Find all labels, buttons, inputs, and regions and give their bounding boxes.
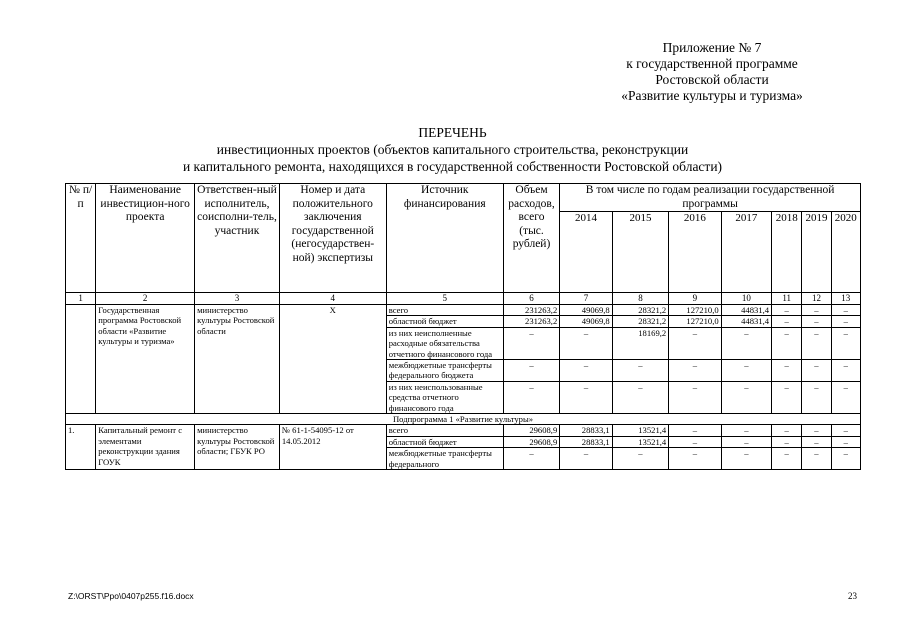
value-cell: –: [669, 327, 721, 359]
value-cell: 28321,2: [612, 305, 668, 316]
value-cell: –: [669, 448, 721, 470]
investment-projects-table: [65, 183, 861, 470]
value-cell: –: [831, 327, 860, 359]
appendix-line-2: к государственной программе: [626, 56, 798, 71]
value-cell: 127210,0: [669, 316, 721, 327]
appendix-line-1: Приложение № 7: [662, 40, 762, 55]
source-cell: всего: [386, 425, 503, 436]
source-cell: из них неисполненные расходные обязательства отчетного финансового года: [386, 327, 503, 359]
value-cell: –: [772, 316, 802, 327]
title-line-2: и капитального ремонта, находящихся в государственной собственности Ростовской области): [182, 159, 723, 174]
value-cell: 13521,4: [612, 425, 668, 436]
header-year: 2019: [802, 212, 831, 293]
appendix-header: [562, 40, 862, 104]
column-number: 8: [612, 293, 668, 305]
header-num: № п/п: [66, 184, 96, 293]
column-number: 1: [66, 293, 96, 305]
value-cell: –: [721, 436, 771, 447]
subprogram-row: [66, 414, 861, 425]
value-cell: –: [802, 448, 831, 470]
file-path: Z:\ORST\Ppo\0407p255.f16.docx: [68, 591, 194, 601]
subprogram-title: Подпрограмма 1 «Развитие культуры»: [66, 414, 861, 425]
table-row: [66, 425, 861, 436]
value-cell: –: [721, 327, 771, 359]
value-cell: 127210,0: [669, 305, 721, 316]
program-executor: министерство культуры Ростовской области: [195, 305, 280, 414]
value-cell: –: [802, 381, 831, 413]
program-num-cell: [66, 305, 96, 414]
title-heading: ПЕРЕЧЕНЬ: [418, 125, 487, 140]
value-cell: –: [831, 360, 860, 382]
value-cell: 28833,1: [560, 425, 612, 436]
value-cell: 13521,4: [612, 436, 668, 447]
header-year: 2017: [721, 212, 771, 293]
value-cell: –: [772, 448, 802, 470]
column-number: 3: [195, 293, 280, 305]
value-cell: –: [772, 305, 802, 316]
value-cell: –: [669, 360, 721, 382]
document-title: [0, 124, 905, 175]
value-cell: –: [560, 448, 612, 470]
value-cell: –: [721, 425, 771, 436]
column-number: 4: [279, 293, 386, 305]
source-cell: из них неиспользованные средства отчетного финансового года: [386, 381, 503, 413]
project-executor: министерство культуры Ростовской области; ГБУК РО: [195, 425, 280, 470]
column-number: 9: [669, 293, 721, 305]
value-cell: –: [802, 316, 831, 327]
value-cell: 28833,1: [560, 436, 612, 447]
column-number: 7: [560, 293, 612, 305]
source-cell: межбюджетные трансферты федерального бюджета: [386, 360, 503, 382]
header-executor: Ответствен-ный исполнитель, соисполни-тель, участник: [195, 184, 280, 293]
value-cell: –: [669, 425, 721, 436]
table-row: [66, 305, 861, 316]
header-name: Наименование инвестицион-ного проекта: [96, 184, 195, 293]
value-cell: –: [503, 448, 559, 470]
value-cell: –: [772, 381, 802, 413]
appendix-line-4: «Развитие культуры и туризма»: [621, 88, 803, 103]
value-cell: –: [503, 381, 559, 413]
header-year: 2020: [831, 212, 860, 293]
value-cell: –: [831, 436, 860, 447]
program-expertise: Х: [279, 305, 386, 414]
value-cell: –: [503, 327, 559, 359]
value-cell: –: [802, 327, 831, 359]
value-cell: –: [612, 448, 668, 470]
value-cell: 29608,9: [503, 425, 559, 436]
value-cell: –: [802, 436, 831, 447]
value-cell: 29608,9: [503, 436, 559, 447]
value-cell: 231263,2: [503, 305, 559, 316]
header-year: 2016: [669, 212, 721, 293]
column-number: 10: [721, 293, 771, 305]
value-cell: –: [560, 381, 612, 413]
value-cell: –: [831, 316, 860, 327]
value-cell: –: [721, 381, 771, 413]
header-year: 2014: [560, 212, 612, 293]
project-name: Капитальный ремонт с элементами реконструкции здания ГОУК: [96, 425, 195, 470]
value-cell: 231263,2: [503, 316, 559, 327]
value-cell: 18169,2: [612, 327, 668, 359]
value-cell: 49069,8: [560, 316, 612, 327]
value-cell: –: [802, 305, 831, 316]
column-number: 13: [831, 293, 860, 305]
project-expertise: № 61-1-54095-12 от 14.05.2012: [279, 425, 386, 470]
program-name: Государственная программа Ростовской области «Развитие культуры и туризма»: [96, 305, 195, 414]
header-source: Источник финансирования: [386, 184, 503, 293]
page-number: 23: [848, 591, 857, 601]
value-cell: –: [831, 305, 860, 316]
source-cell: всего: [386, 305, 503, 316]
value-cell: –: [831, 381, 860, 413]
value-cell: –: [721, 360, 771, 382]
column-number: 12: [802, 293, 831, 305]
value-cell: 44831,4: [721, 316, 771, 327]
header-volume: Объем расходов, всего (тыс. рублей): [503, 184, 559, 293]
value-cell: –: [503, 360, 559, 382]
value-cell: –: [560, 327, 612, 359]
source-cell: областной бюджет: [386, 316, 503, 327]
value-cell: –: [721, 448, 771, 470]
column-number: 5: [386, 293, 503, 305]
value-cell: –: [831, 425, 860, 436]
column-number: 11: [772, 293, 802, 305]
value-cell: –: [772, 425, 802, 436]
header-expertise: Номер и дата положительного заключения государственной (негосударствен-ной) экспертизы: [279, 184, 386, 293]
source-cell: межбюджетные трансферты федерального: [386, 448, 503, 470]
value-cell: –: [669, 436, 721, 447]
appendix-line-3: Ростовской области: [655, 72, 769, 87]
value-cell: 28321,2: [612, 316, 668, 327]
value-cell: –: [669, 381, 721, 413]
column-number: 2: [96, 293, 195, 305]
value-cell: –: [772, 436, 802, 447]
value-cell: 44831,4: [721, 305, 771, 316]
header-year: 2018: [772, 212, 802, 293]
value-cell: –: [831, 448, 860, 470]
value-cell: –: [612, 360, 668, 382]
value-cell: 49069,8: [560, 305, 612, 316]
value-cell: –: [772, 327, 802, 359]
column-number: 6: [503, 293, 559, 305]
value-cell: –: [802, 425, 831, 436]
source-cell: областной бюджет: [386, 436, 503, 447]
header-year: 2015: [612, 212, 668, 293]
value-cell: –: [772, 360, 802, 382]
header-years-group: В том числе по годам реализации государственной программы: [560, 184, 861, 212]
value-cell: –: [802, 360, 831, 382]
project-num: 1.: [66, 425, 96, 470]
value-cell: –: [560, 360, 612, 382]
title-line-1: инвестиционных проектов (объектов капитального строительства, реконструкции: [216, 142, 689, 157]
value-cell: –: [612, 381, 668, 413]
